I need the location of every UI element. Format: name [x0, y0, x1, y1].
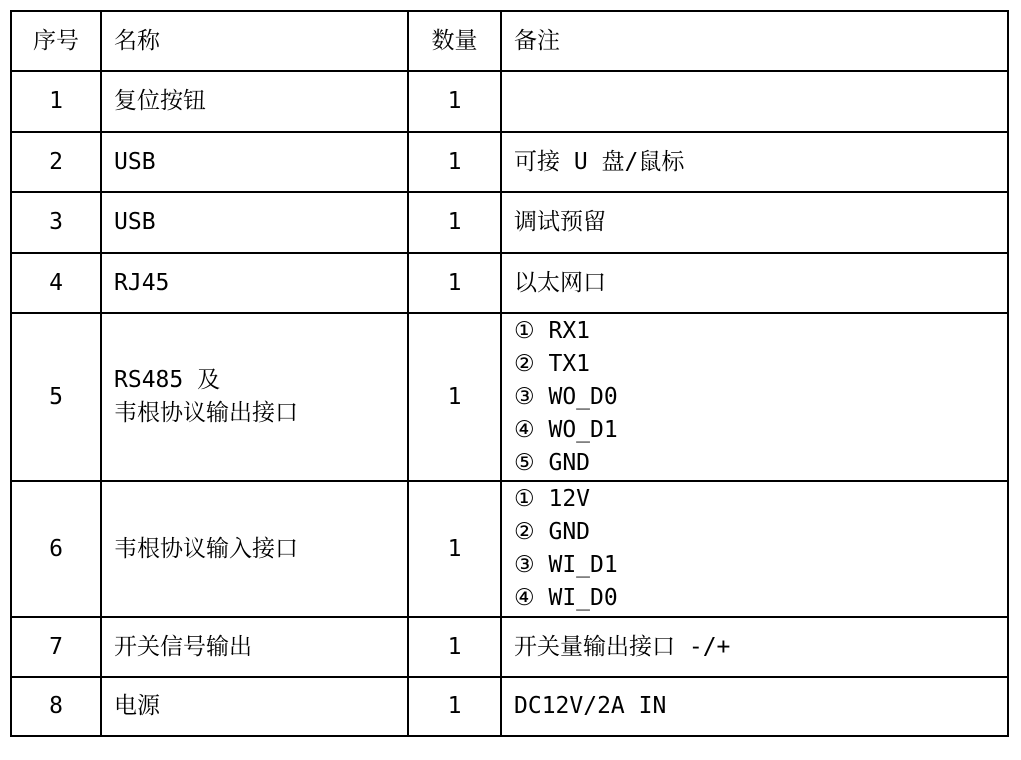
quantity-cell: 1 [408, 253, 501, 313]
pin-line: ② TX1 [514, 350, 591, 377]
table-row [11, 71, 1008, 132]
pin-line: ② GND [514, 519, 591, 545]
index-cell: 6 [11, 481, 101, 617]
name-line: 复位按钮 [114, 88, 206, 114]
header-index: 序号 [11, 11, 101, 71]
index-cell: 8 [11, 677, 101, 736]
index-cell: 1 [11, 71, 101, 132]
remark-cell [501, 71, 1008, 132]
pin-line: ① 12V [514, 486, 591, 512]
remark-line: 调试预留 [514, 209, 606, 235]
pin-line: ① RX1 [514, 317, 591, 344]
pin-line: ⑤ GND [514, 449, 591, 476]
name-line: 开关信号输出 [114, 633, 252, 660]
remark-cell [501, 192, 1008, 253]
name-line: RS485 及 [114, 367, 221, 393]
header-quantity: 数量 [408, 11, 501, 71]
pin-line: ④ WO_D1 [514, 416, 618, 443]
quantity-cell: 1 [408, 313, 501, 481]
remark-cell [501, 253, 1008, 313]
interface-spec-table [10, 10, 1009, 737]
quantity-cell: 1 [408, 677, 501, 736]
table-row [11, 313, 1008, 481]
name-line: 韦根协议输入接口 [114, 535, 298, 562]
remark-cell [501, 617, 1008, 677]
table-header-row [11, 11, 1008, 71]
name-cell [101, 253, 408, 313]
remark-cell [501, 132, 1008, 192]
index-cell: 5 [11, 313, 101, 481]
header-name: 名称 [101, 11, 408, 71]
name-cell [101, 132, 408, 192]
header-remark: 备注 [501, 11, 1008, 71]
name-cell [101, 617, 408, 677]
remark-line: DC12V/2A IN [514, 693, 667, 719]
quantity-cell: 1 [408, 71, 501, 132]
name-line: USB [114, 209, 156, 235]
quantity-cell: 1 [408, 617, 501, 677]
remark-cell [501, 677, 1008, 736]
name-cell [101, 481, 408, 617]
name-line: RJ45 [114, 269, 170, 296]
pin-line: ③ WI_D1 [514, 552, 618, 578]
table-row [11, 677, 1008, 736]
name-line: 电源 [114, 693, 160, 719]
remark-cell [501, 313, 1008, 481]
index-cell: 4 [11, 253, 101, 313]
name-line: USB [114, 148, 156, 175]
quantity-cell: 1 [408, 192, 501, 253]
remark-cell [501, 481, 1008, 617]
index-cell: 2 [11, 132, 101, 192]
quantity-cell: 1 [408, 132, 501, 192]
table-row [11, 617, 1008, 677]
remark-line: 以太网口 [514, 269, 606, 296]
table-row [11, 192, 1008, 253]
name-cell [101, 71, 408, 132]
name-cell [101, 313, 408, 481]
name-cell [101, 677, 408, 736]
name-line: 韦根协议输出接口 [114, 400, 298, 426]
remark-line: 开关量输出接口 -/+ [514, 633, 731, 660]
quantity-cell: 1 [408, 481, 501, 617]
index-cell: 3 [11, 192, 101, 253]
index-cell: 7 [11, 617, 101, 677]
remark-line: 可接 U 盘/鼠标 [514, 148, 685, 175]
table-row [11, 481, 1008, 617]
table-row [11, 132, 1008, 192]
pin-line: ④ WI_D0 [514, 585, 618, 611]
name-cell [101, 192, 408, 253]
table-row [11, 253, 1008, 313]
pin-line: ③ WO_D0 [514, 383, 618, 410]
